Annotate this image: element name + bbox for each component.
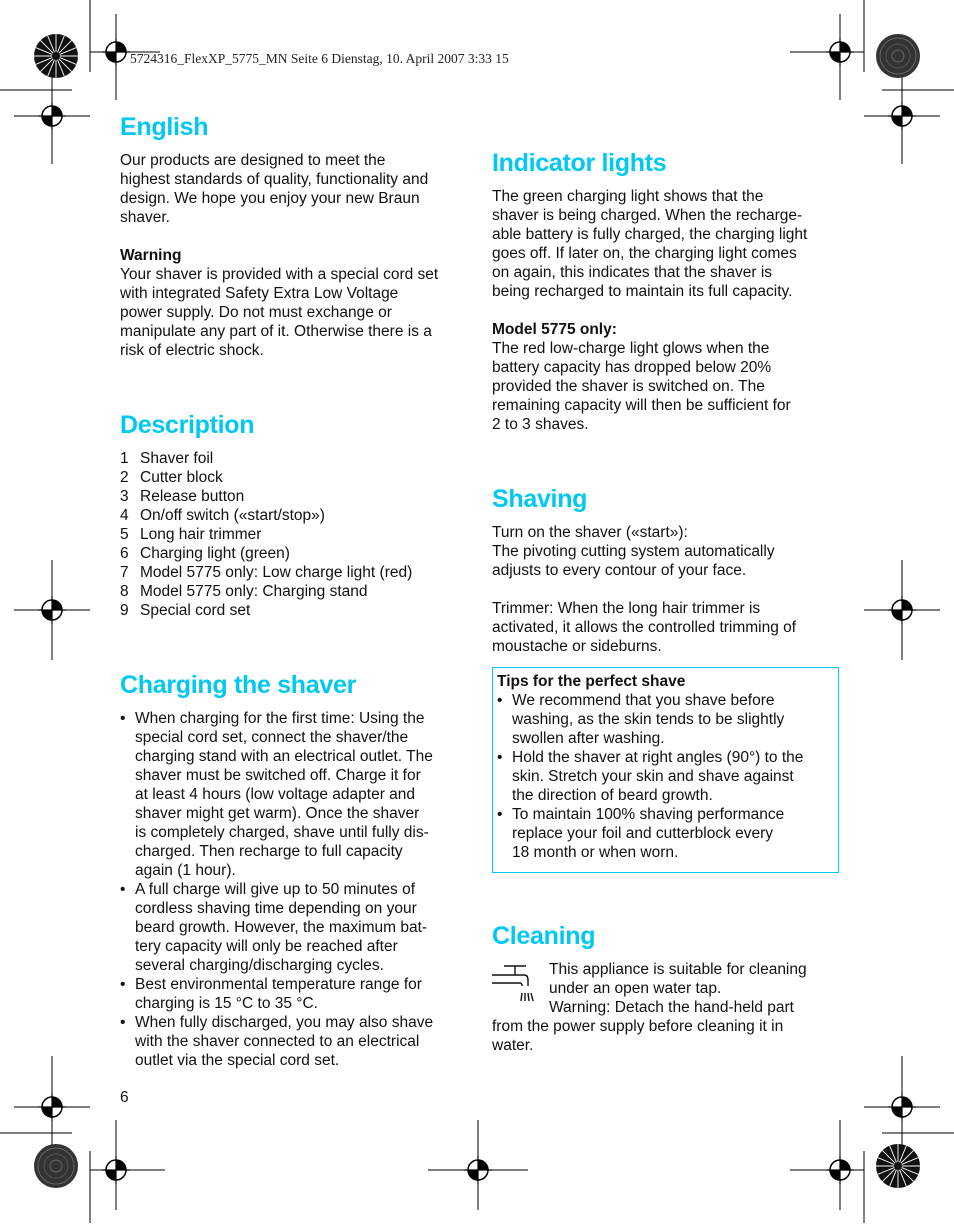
- list-item: • When fully discharged, you may also shave with the shaver connected to an electrical outlet via the special cord set.: [120, 1013, 465, 1070]
- description-section: [120, 410, 465, 620]
- list-item: • Hold the shaver at right angles (90°) to the skin. Stretch your skin and shave against the direction of beard growth.: [497, 748, 832, 805]
- list-item: 2 Cutter block: [120, 469, 223, 486]
- list-item: • Best environmental temperature range for charging is 15 °C to 35 °C.: [120, 975, 465, 1013]
- tips-title: Tips for the perfect shave: [497, 673, 686, 690]
- list-item: 3 Release button: [120, 488, 245, 505]
- water-tap-icon: [492, 963, 542, 1014]
- print-header: 5724316_FlexXP_5775_MN Seite 6 Dienstag, 10. April 2007 3:33 15: [130, 51, 509, 66]
- list-item: • When charging for the first time: Using the special cord set, connect the shaver/the charging stand with an electrical outlet. The shaver must be switched off. Charge it for at least 4 hours (low voltage adapter and shaver might get warm). Once the shaver is completely charged, shave until fully dis- charged. Then recharge to full capacity again (1 hour).: [120, 709, 465, 880]
- charging-list: [120, 709, 465, 1070]
- warning-text: [120, 265, 465, 360]
- text-line: with integrated Safety Extra Low Voltage: [120, 285, 399, 302]
- model-title: Model 5775 only:: [492, 321, 617, 338]
- indicator-text: The green charging light shows that the shaver is being charged. When the recharge- able battery is fully charged, the charging light goes off. If later on, the charging light comes on again, this indicates that the shaver is being recharged to maintain its full capacity.: [492, 188, 808, 300]
- right-column: [492, 148, 837, 1055]
- english-heading: English: [120, 113, 209, 141]
- text-line: design. We hope you enjoy your new Braun: [120, 190, 420, 207]
- cleaning-heading: Cleaning: [492, 922, 596, 950]
- list-item: 7 Model 5775 only: Low charge light (red): [120, 564, 413, 581]
- trimmer-text: Trimmer: When the long hair trimmer is activated, it allows the controlled trimming of moustache or sideburns.: [492, 600, 797, 655]
- description-heading: Description: [120, 411, 255, 439]
- text-line: Our products are designed to meet the: [120, 152, 386, 169]
- text-line: risk of electric shock.: [120, 342, 264, 359]
- list-item: 4 On/off switch («start/stop»): [120, 507, 325, 524]
- list-item: 6 Charging light (green): [120, 545, 290, 562]
- indicator-section: [492, 148, 837, 434]
- cleaning-text-full: from the power supply before cleaning it in water.: [492, 1018, 784, 1054]
- charging-section: [120, 670, 465, 1070]
- charging-heading: Charging the shaver: [120, 671, 357, 699]
- shaving-section: [492, 484, 837, 656]
- english-section: [120, 112, 465, 360]
- list-item: • A full charge will give up to 50 minutes of cordless shaving time depending on your beard growth. However, the maximum bat- tery capacity will only be reached after several charging/discharging cycles.: [120, 880, 465, 975]
- shaving-text: Turn on the shaver («start»): The pivoting cutting system automatically adjusts to every contour of your face.: [492, 524, 775, 579]
- tips-list: [497, 691, 832, 862]
- text-line: Your shaver is provided with a special cord set: [120, 266, 439, 283]
- list-item: • To maintain 100% shaving performance replace your foil and cutterblock every 18 month or when worn.: [497, 805, 832, 862]
- list-item: 1 Shaver foil: [120, 450, 214, 467]
- left-column: [120, 112, 465, 1070]
- model-text: The red low-charge light glows when the battery capacity has dropped below 20% provided the shaver is switched on. The remaining capacity will then be sufficient for 2 to 3 shaves.: [492, 340, 791, 433]
- cleaning-section: [492, 921, 837, 1055]
- text-line: shaver.: [120, 209, 170, 226]
- text-line: manipulate any part of it. Otherwise there is a: [120, 323, 432, 340]
- warning-title: Warning: [120, 247, 182, 264]
- parts-list: [120, 449, 465, 620]
- english-intro: [120, 151, 465, 227]
- cleaning-text-indented: This appliance is suitable for cleaning under an open water tap. Warning: Detach the hand-held part: [549, 961, 807, 1016]
- text-line: highest standards of quality, functionality and: [120, 171, 429, 188]
- tips-box: [492, 667, 839, 873]
- shaving-heading: Shaving: [492, 485, 588, 513]
- cleaning-body: [492, 960, 837, 1055]
- list-item: 9 Special cord set: [120, 602, 251, 619]
- list-item: 5 Long hair trimmer: [120, 526, 262, 543]
- list-item: • We recommend that you shave before washing, as the skin tends to be slightly swollen after washing.: [497, 691, 832, 748]
- text-line: power supply. Do not must exchange or: [120, 304, 392, 321]
- indicator-heading: Indicator lights: [492, 149, 667, 177]
- list-item: 8 Model 5775 only: Charging stand: [120, 583, 368, 600]
- page-number: 6: [120, 1089, 129, 1106]
